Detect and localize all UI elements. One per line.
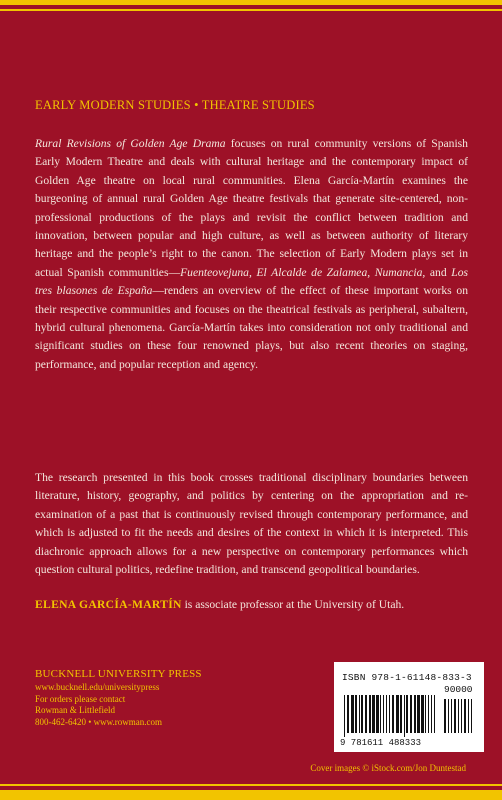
price-addon-number: 90000: [444, 684, 473, 695]
description-text-2: —renders an overview of the effect of these important works on their respective communities and focuses on the theatrical festivals as peripheral, subaltern, hybrid cultural phenomena. García-Martín takes into consideration not only traditional and significant studies on these four renowned plays, but also recent theories on staging, performance, and popular reception and agency.: [35, 284, 468, 371]
publisher-url: www.bucknell.edu/universitypress: [35, 682, 160, 692]
isbn-barcode: [334, 662, 484, 752]
bottom-gold-rule: [0, 784, 502, 786]
barcode-bars-icon: [342, 695, 476, 737]
research-paragraph: The research presented in this book crosses traditional disciplinary boundaries between literature, history, geography, and politics by centering on the appropriation and re-examination of a past that is continuously revised through contemporary performance, and which is adjusted to fit the needs and desires of the context in which it is interpreted. This diachronic approach allows for a new perspective on contemporary performances which question cultural politics, redefine tradition, and transcend geopolitical boundaries.: [35, 471, 468, 577]
bottom-gold-stripe: [0, 790, 502, 800]
top-gold-stripe: [0, 0, 502, 5]
barcode-digits: 9 781611 488333: [340, 738, 422, 748]
orders-label: For orders please contact: [35, 693, 126, 704]
isbn-text: ISBN 978-1-61148-833-3: [342, 672, 472, 683]
distributor-contact: 800-462-6420 • www.rowman.com: [35, 716, 163, 727]
distributor-name: Rowman & Littlefield: [35, 705, 115, 715]
publisher-name: BUCKNELL UNIVERSITY PRESS: [35, 668, 202, 680]
description-text-1: focuses on rural community versions of Spanish Early Modern Theatre and deals with cultural heritage and the contemporary impact of Golden Age theatre on local rural communities. Elena García-Martín examines the burgeoning of annual rural Golden Age theatre festivals that generate site-centered, non-professional productions of the plays and revisit the conflict between tradition and innovation, between popular and high culture, as well as between authority of literary heritage and the people’s right to the canon. The selection of Early Modern plays set in actual Spanish communities—: [35, 137, 468, 279]
play-title-4: Los tres blasones de España: [35, 265, 469, 298]
cover-image-credit: Cover images © iStock.com/Jon Duntestad: [310, 763, 466, 773]
top-gold-rule: [0, 9, 502, 11]
author-bio: [35, 596, 468, 614]
conjunction-and: and: [425, 265, 452, 279]
author-bio-text: is associate professor at the University of Utah.: [181, 598, 405, 611]
plays-italic: Fuenteovejuna, El Alcalde de Zalamea, Numancia,: [180, 265, 426, 279]
description-paragraph: [35, 135, 468, 374]
series-label: EARLY MODERN STUDIES • THEATRE STUDIES: [35, 98, 315, 112]
publisher-block: [35, 668, 202, 728]
book-title: Rural Revisions of Golden Age Drama: [35, 137, 226, 150]
author-name: ELENA GARCÍA-MARTÍN: [35, 598, 182, 611]
